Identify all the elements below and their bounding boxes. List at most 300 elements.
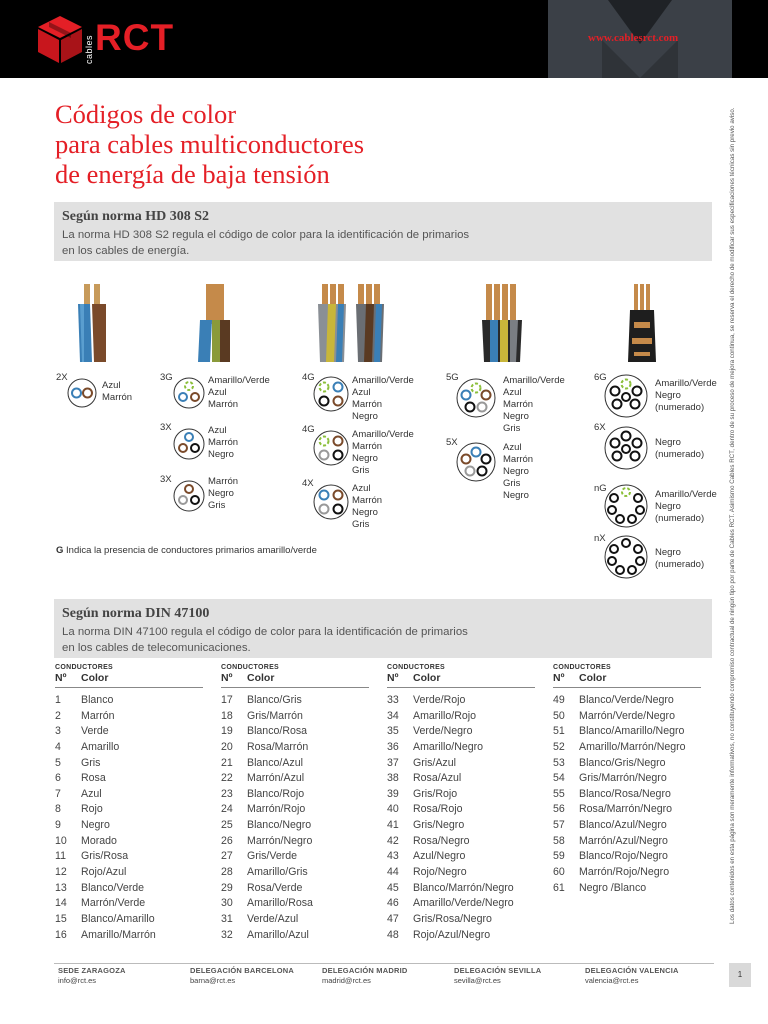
diagram-4g-b-label-1: Amarillo/Verde — [352, 429, 414, 440]
table-row — [221, 709, 369, 725]
conductor-color: Marrón/Negro — [247, 834, 313, 847]
diagram-5x-cross-section — [456, 442, 496, 482]
conductor-number: 38 — [387, 772, 399, 785]
diagram-4g-b-code: 4G — [302, 424, 315, 435]
conductor-color: Blanco/Negro — [247, 819, 312, 832]
diagram-4g-a-label-2: Azul — [352, 387, 371, 398]
color-table-column-2 — [221, 664, 369, 943]
conductor-color: Gris/Marrón — [247, 709, 303, 722]
conductor-number: 15 — [55, 912, 67, 925]
conductor-number: 25 — [221, 819, 233, 832]
table-row — [387, 928, 535, 944]
table-header-row — [55, 672, 203, 688]
conductor-color: Blanco/Rosa/Negro — [579, 787, 671, 800]
conductor-color: Blanco/Rosa — [247, 725, 308, 738]
diagram-5x-code: 5X — [446, 437, 458, 448]
conductor-color: Verde — [81, 725, 109, 738]
table-row — [55, 834, 203, 850]
table-conductores-label: CONDUCTORES — [221, 664, 280, 671]
conductor-color: Gris/Verde — [247, 850, 298, 863]
conductor-color: Amarillo/Rojo — [413, 709, 476, 722]
conductor-number: 48 — [387, 928, 399, 941]
conductor-number: 27 — [221, 850, 233, 863]
conductor-color: Rosa/Verde — [247, 881, 303, 894]
conductor-color: Amarillo/Azul — [247, 928, 309, 941]
conductor-number: 7 — [55, 787, 61, 800]
conductor-color: Rojo — [81, 803, 103, 816]
table-row — [387, 756, 535, 772]
conductor-color: Amarillo/Rosa — [247, 897, 313, 910]
table-header-color: Color — [247, 672, 275, 684]
color-table-column-1 — [55, 664, 203, 943]
conductor-color: Amarillo/Marrón/Negro — [579, 740, 686, 753]
diagram-nx-label-2: (numerado) — [655, 559, 705, 570]
conductor-number: 52 — [553, 740, 565, 753]
table-row — [387, 693, 535, 709]
table-row — [553, 709, 701, 725]
conductor-number: 16 — [55, 928, 67, 941]
table-row — [387, 912, 535, 928]
table-row — [553, 849, 701, 865]
diagram-6g-cross-section — [604, 374, 648, 418]
footer-office-name: DELEGACIÓN SEVILLA — [454, 966, 542, 975]
table-row — [387, 771, 535, 787]
conductor-color: Rosa/Marrón/Negro — [579, 803, 673, 816]
table-row — [553, 881, 701, 897]
conductor-number: 13 — [55, 881, 67, 894]
table-row — [55, 881, 203, 897]
conductor-number: 46 — [387, 897, 399, 910]
diagram-6x-code: 6X — [594, 422, 606, 433]
conductor-color: Amarillo/Verde/Negro — [413, 897, 514, 910]
table-rows — [55, 693, 203, 943]
conductor-color: Gris/Rosa — [81, 850, 129, 863]
diagram-4x-label-2: Marrón — [352, 495, 383, 506]
diagram-nx-code: nX — [594, 533, 606, 544]
conductor-color: Amarillo/Negro — [413, 740, 484, 753]
diagram-3g-label-1: Amarillo/Verde — [208, 375, 270, 386]
conductor-number: 32 — [221, 928, 233, 941]
conductor-number: 8 — [55, 803, 61, 816]
footer-office-email[interactable]: valencia@rct.es — [585, 975, 639, 985]
table-row — [387, 724, 535, 740]
footer-divider — [54, 963, 714, 964]
diagram-5g-label-1: Amarillo/Verde — [503, 375, 565, 386]
conductor-color: Gris/Negro — [413, 819, 465, 832]
diagram-3x-a-label-1: Azul — [208, 425, 227, 436]
table-row — [221, 818, 369, 834]
conductor-color: Amarillo/Marrón — [81, 928, 156, 941]
table-header-number: Nº — [55, 672, 67, 684]
conductor-color: Amarillo — [81, 740, 120, 753]
conductor-number: 30 — [221, 897, 233, 910]
section-din47100-band — [54, 599, 712, 658]
footer-office-valencia — [585, 966, 679, 985]
section-hd308-text: La norma HD 308 S2 regula el código de color para la identificación de primarios en los cables de energía. — [62, 229, 470, 257]
table-row — [387, 787, 535, 803]
conductor-color: Blanco/Marrón/Negro — [413, 881, 514, 894]
diagram-3x-b-label-3: Gris — [208, 500, 226, 511]
table-row — [55, 771, 203, 787]
conductor-number: 41 — [387, 819, 399, 832]
cable-multi-core-image — [620, 282, 665, 364]
table-row — [221, 802, 369, 818]
conductor-color: Marrón — [81, 709, 115, 722]
table-conductores-label: CONDUCTORES — [387, 664, 446, 671]
conductor-color: Verde/Rojo — [413, 694, 466, 706]
diagram-3g-cross-section — [172, 377, 206, 409]
conductor-number: 36 — [387, 740, 399, 753]
table-row — [221, 865, 369, 881]
conductor-number: 2 — [55, 709, 61, 722]
conductor-color: Azul — [81, 787, 102, 800]
conductor-number: 35 — [387, 725, 399, 738]
conductor-number: 34 — [387, 709, 399, 722]
table-row — [387, 865, 535, 881]
disclaimer-text: Los datos contenidos en esta página son meramente informativos, no constituyendo compromiso contractual de ningún tipo por parte de Cables RCT. Asimismo Cables RCT, dentro de su proceso de mejora continua, se reserva el derecho de modificar sus especificaciones técnicas sin previo aviso. — [729, 107, 736, 924]
diagram-ng-label-3: (numerado) — [655, 513, 705, 524]
diagram-5x-label-2: Marrón — [503, 454, 534, 465]
conductor-number: 10 — [55, 834, 67, 847]
conductor-color: Marrón/Verde — [81, 897, 146, 910]
conductor-color: Marrón/Verde/Negro — [579, 709, 675, 722]
footer-office-name: DELEGACIÓN VALENCIA — [585, 966, 679, 975]
g-note-letter: G — [56, 545, 64, 556]
table-conductores-label: CONDUCTORES — [55, 664, 114, 671]
conductor-color: Marrón/Rojo — [247, 803, 306, 816]
conductor-color: Blanco/Verde — [81, 881, 145, 894]
cable-4-core-image — [312, 282, 392, 364]
table-row — [387, 709, 535, 725]
conductor-number: 59 — [553, 850, 565, 863]
table-row — [387, 802, 535, 818]
footer-office-email[interactable]: sevilla@rct.es — [454, 975, 501, 985]
diagram-nx-cross-section — [604, 535, 648, 579]
table-row — [553, 818, 701, 834]
conductor-number: 24 — [221, 803, 233, 816]
page-number: 1 — [729, 963, 751, 987]
conductor-color: Azul/Negro — [413, 850, 466, 863]
title-line-1: Códigos de color — [55, 99, 237, 129]
conductor-color: Rojo/Azul — [81, 866, 127, 879]
diagram-2x-label-1: Azul — [102, 380, 121, 391]
section-din47100-heading: Según norma DIN 47100 — [62, 606, 210, 621]
conductor-number: 5 — [55, 756, 61, 769]
conductor-color: Verde/Negro — [413, 725, 473, 738]
diagram-3g-label-2: Azul — [208, 387, 227, 398]
footer-office-email[interactable]: madrid@rct.es — [322, 975, 371, 985]
conductor-number: 21 — [221, 756, 233, 769]
diagram-ng-label-2: Negro — [655, 501, 681, 512]
website-link[interactable]: www.cablesrct.com — [588, 32, 679, 44]
diagram-3x-a-cross-section — [172, 428, 206, 460]
diagram-3x-b-label-2: Negro — [208, 488, 234, 499]
diagram-2x-code: 2X — [56, 372, 68, 383]
table-rows — [553, 693, 701, 896]
diagram-4g-a-code: 4G — [302, 372, 315, 383]
diagram-5g-label-3: Marrón — [503, 399, 534, 410]
diagram-3x-b-label-1: Marrón — [208, 476, 239, 487]
conductor-color: Amarillo/Gris — [247, 866, 308, 879]
conductor-number: 49 — [553, 694, 565, 706]
diagram-2x-cross-section — [67, 378, 97, 408]
conductor-number: 23 — [221, 787, 233, 800]
table-row — [221, 693, 369, 709]
table-rows — [387, 693, 535, 943]
table-row — [221, 912, 369, 928]
conductor-number: 54 — [553, 772, 565, 785]
diagram-5g-code: 5G — [446, 372, 459, 383]
conductor-color: Rosa/Rojo — [413, 803, 463, 816]
rct-cube-logo-icon — [35, 14, 85, 64]
diagram-4x-label-4: Gris — [352, 519, 370, 530]
diagram-2x-label-2: Marrón — [102, 392, 133, 403]
table-row — [55, 865, 203, 881]
conductor-color: Blanco/Verde/Negro — [579, 694, 674, 706]
diagram-5g-cross-section — [456, 378, 496, 418]
diagram-6x-label-1: Negro — [655, 437, 681, 448]
g-note — [56, 545, 317, 556]
conductor-color: Rosa/Azul — [413, 772, 462, 785]
diagram-4g-b-cross-section — [313, 430, 349, 466]
table-row — [553, 787, 701, 803]
color-table-column-4 — [553, 664, 701, 896]
diagram-5x-label-1: Azul — [503, 442, 522, 453]
table-row — [387, 896, 535, 912]
diagram-4g-a-label-3: Marrón — [352, 399, 383, 410]
diagram-3x-b-code: 3X — [160, 474, 172, 485]
conductor-number: 61 — [553, 881, 565, 894]
conductor-color: Negro — [81, 819, 110, 832]
conductor-number: 18 — [221, 709, 233, 722]
table-row — [387, 834, 535, 850]
conductor-number: 55 — [553, 787, 565, 800]
table-row — [221, 849, 369, 865]
table-row — [55, 912, 203, 928]
conductor-number: 33 — [387, 694, 399, 706]
table-row — [387, 849, 535, 865]
conductor-color: Blanco/Amarillo — [81, 912, 155, 925]
table-row — [221, 834, 369, 850]
conductor-number: 28 — [221, 866, 233, 879]
conductor-number: 50 — [553, 709, 565, 722]
conductor-color: Morado — [81, 834, 117, 847]
diagram-5x-label-4: Gris — [503, 478, 521, 489]
conductor-color: Gris/Azul — [413, 756, 456, 769]
color-table-column-3 — [387, 664, 535, 943]
diagram-ng-code: nG — [594, 483, 607, 494]
footer-office-name: DELEGACIÓN BARCELONA — [190, 966, 295, 975]
footer-office-email[interactable]: info@rct.es — [58, 975, 97, 985]
table-row — [221, 771, 369, 787]
conductor-color: Marrón/Rojo/Negro — [579, 866, 670, 879]
footer-office-barcelona — [190, 966, 294, 985]
logo-rct-text: RCT — [95, 17, 175, 58]
diagram-6x-cross-section — [604, 426, 648, 470]
table-row — [387, 740, 535, 756]
table-row — [221, 740, 369, 756]
section-hd308-heading: Según norma HD 308 S2 — [62, 209, 210, 224]
table-header-number: Nº — [221, 672, 233, 684]
conductor-color: Rojo/Negro — [413, 866, 467, 879]
diagram-3x-a-label-2: Marrón — [208, 437, 239, 448]
table-row — [553, 771, 701, 787]
diagram-4x-cross-section — [313, 484, 349, 520]
conductor-color: Blanco/Rojo/Negro — [579, 850, 668, 863]
conductor-number: 43 — [387, 850, 399, 863]
table-row — [55, 724, 203, 740]
diagram-ng-cross-section — [604, 484, 648, 528]
table-row — [55, 787, 203, 803]
table-header-row — [553, 672, 701, 688]
conductor-color: Rojo/Azul/Negro — [413, 928, 491, 941]
table-row — [553, 724, 701, 740]
diagram-3x-a-label-3: Negro — [208, 449, 234, 460]
conductor-color: Rosa/Marrón — [247, 740, 309, 753]
diagram-4x-label-1: Azul — [352, 483, 371, 494]
table-conductores-label: CONDUCTORES — [553, 664, 612, 671]
diagram-4g-a-label-1: Amarillo/Verde — [352, 375, 414, 386]
conductor-number: 57 — [553, 819, 565, 832]
table-row — [553, 834, 701, 850]
table-header-number: Nº — [387, 672, 399, 684]
conductor-number: 37 — [387, 756, 399, 769]
conductor-color: Blanco/Rojo — [247, 787, 305, 800]
diagram-3x-a-code: 3X — [160, 422, 172, 433]
conductor-color: Blanco/Azul/Negro — [579, 819, 667, 832]
conductor-number: 3 — [55, 725, 61, 738]
table-row — [55, 818, 203, 834]
table-row — [221, 756, 369, 772]
diagram-5g-label-4: Negro — [503, 411, 529, 422]
table-row — [55, 709, 203, 725]
conductor-color: Verde/Azul — [247, 912, 299, 925]
table-row — [553, 756, 701, 772]
table-row — [553, 802, 701, 818]
conductor-number: 53 — [553, 756, 565, 769]
table-row — [55, 928, 203, 944]
footer-office-name: DELEGACIÓN MADRID — [322, 966, 408, 975]
table-row — [221, 896, 369, 912]
table-header-row — [387, 672, 535, 688]
conductor-color: Rosa/Negro — [413, 834, 470, 847]
table-header-color: Color — [579, 672, 607, 684]
table-row — [387, 881, 535, 897]
conductor-number: 42 — [387, 834, 399, 847]
conductor-number: 6 — [55, 772, 61, 785]
footer-office-sevilla — [454, 966, 541, 985]
conductor-color: Blanco/Amarillo/Negro — [579, 725, 685, 738]
conductor-number: 29 — [221, 881, 233, 894]
conductor-color: Gris — [81, 756, 101, 769]
title-line-2: para cables multiconductores — [55, 129, 365, 159]
section-hd308-band — [54, 202, 712, 261]
conductor-color: Gris/Marrón/Negro — [579, 772, 667, 785]
diagram-3x-b-cross-section — [172, 480, 206, 512]
table-row — [553, 693, 701, 709]
conductor-color: Negro /Blanco — [579, 881, 647, 894]
footer-office-name: SEDE ZARAGOZA — [58, 966, 126, 975]
conductor-number: 51 — [553, 725, 565, 738]
cable-3g-image — [190, 282, 240, 364]
table-row — [221, 787, 369, 803]
table-rows — [221, 693, 369, 943]
page-title — [55, 99, 615, 189]
conductor-number: 60 — [553, 866, 565, 879]
conductor-number: 4 — [55, 740, 61, 753]
diagram-4g-b-label-4: Gris — [352, 465, 370, 476]
conductor-number: 17 — [221, 694, 233, 706]
logo-cables-text: cables — [84, 34, 94, 64]
diagram-6g-label-2: Negro — [655, 390, 681, 401]
conductor-number: 11 — [55, 850, 66, 863]
conductor-number: 12 — [55, 866, 67, 879]
conductor-color: Rosa — [81, 772, 106, 785]
conductor-number: 40 — [387, 803, 399, 816]
diagram-4g-b-label-3: Negro — [352, 453, 378, 464]
footer-office-email[interactable]: barna@rct.es — [190, 975, 236, 985]
conductor-number: 44 — [387, 866, 399, 879]
diagram-6g-label-1: Amarillo/Verde — [655, 378, 717, 389]
diagram-4g-b-label-2: Marrón — [352, 441, 383, 452]
table-row — [55, 740, 203, 756]
conductor-color: Blanco/Gris — [247, 694, 302, 706]
table-row — [221, 724, 369, 740]
diagram-5g-label-5: Gris — [503, 423, 521, 434]
title-line-3: de energía de baja tensión — [55, 159, 330, 189]
table-row — [55, 896, 203, 912]
conductor-color: Blanco — [81, 694, 114, 706]
conductor-number: 14 — [55, 897, 67, 910]
table-header-row — [221, 672, 369, 688]
section-din47100-text: La norma DIN 47100 regula el código de color para la identificación de primarios en los cables de telecomunicaciones. — [62, 626, 468, 654]
conductor-number: 1 — [55, 694, 61, 706]
table-row — [387, 818, 535, 834]
cable-2-core-image — [70, 282, 115, 364]
table-row — [553, 740, 701, 756]
conductor-color: Blanco/Gris/Negro — [579, 756, 666, 769]
diagram-4x-code: 4X — [302, 478, 314, 489]
conductor-number: 20 — [221, 740, 233, 753]
diagram-6g-label-3: (numerado) — [655, 402, 705, 413]
table-row — [221, 881, 369, 897]
conductor-number: 22 — [221, 772, 233, 785]
diagram-5g-label-2: Azul — [503, 387, 522, 398]
table-row — [55, 802, 203, 818]
conductor-number: 19 — [221, 725, 233, 738]
conductor-number: 26 — [221, 834, 233, 847]
table-header-color: Color — [81, 672, 109, 684]
conductor-color: Gris/Rosa/Negro — [413, 912, 492, 925]
table-row — [553, 865, 701, 881]
g-note-text: Indica la presencia de conductores primarios amarillo/verde — [63, 545, 317, 556]
diagram-3g-label-3: Marrón — [208, 399, 239, 410]
table-row — [55, 849, 203, 865]
diagram-5x-label-5: Negro — [503, 490, 529, 501]
table-header-number: Nº — [553, 672, 565, 684]
footer-office-zaragoza — [58, 966, 126, 985]
cable-5-core-image — [478, 282, 528, 364]
table-row — [221, 928, 369, 944]
diagram-ng-label-1: Amarillo/Verde — [655, 489, 717, 500]
diagram-4x-label-3: Negro — [352, 507, 378, 518]
diagram-6g-code: 6G — [594, 372, 607, 383]
footer-office-madrid — [322, 966, 407, 985]
conductor-color: Blanco/Azul — [247, 756, 303, 769]
conductor-color: Marrón/Azul/Negro — [579, 834, 668, 847]
diagram-6x-label-2: (numerado) — [655, 449, 705, 460]
table-row — [55, 693, 203, 709]
